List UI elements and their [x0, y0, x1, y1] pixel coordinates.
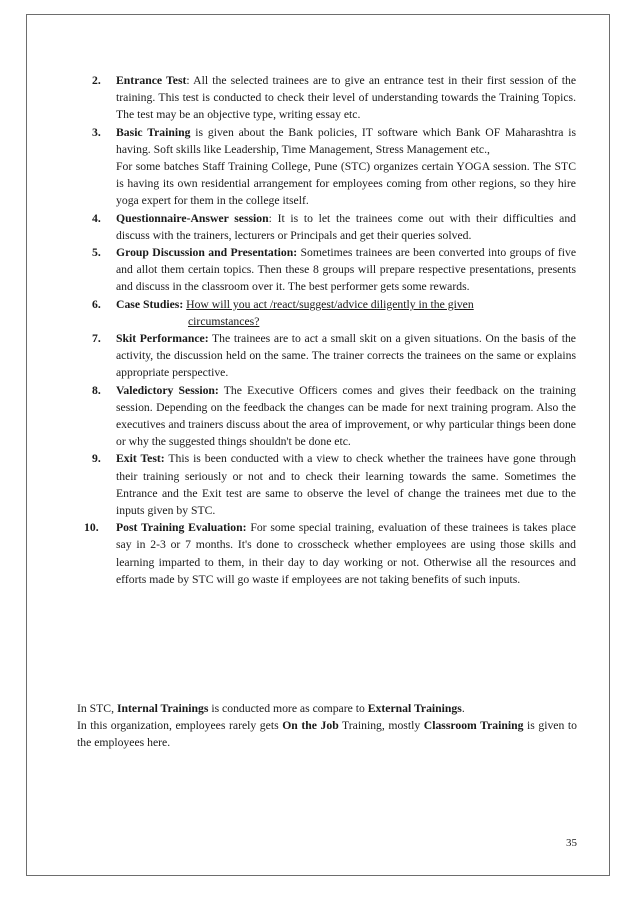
list-item: [0, 382, 638, 451]
case-study-question: How will you act /react/suggest/advice diligently in the given: [186, 297, 474, 311]
item-term: Skit Performance:: [116, 332, 209, 346]
item-term: Questionnaire-Answer session: [116, 211, 269, 225]
item-text: For some special training, evaluation of these trainees is takes place say in 2-3 or 7 months. It's done to crosscheck whether employees are using those skills and learning imparted to them, in their day to day working or not. Otherwise all the resources and efforts made by STC will go waste if employees are not taking benefits of such inputs.: [116, 521, 576, 586]
summary-paragraph-classroom: In this organization, employees rarely gets On the Job Training, mostly Classroom Training is given to the employees here.: [77, 719, 577, 750]
page-number: 35: [566, 837, 577, 849]
item-term: Basic Training: [116, 125, 191, 139]
item-term: Valedictory Session:: [116, 383, 219, 397]
item-term: Group Discussion and Presentation:: [116, 246, 298, 260]
item-text: This is been conducted with a view to check whether the trainees have gone through their training seriously or not and to check their learning towards the same. Sometimes the Entrance and the Exit test are same to observe the level of change the trainees met due to the inputs given by STC.: [116, 452, 576, 518]
document-body: [0, 72, 638, 588]
item-term: Post Training Evaluation:: [116, 521, 247, 535]
item-text: All the selected trainees are to give an entrance test in their first session of the training. This test is conducted to check their level of understanding towards the Training Topics. The test may be an objective type, writing essay etc.: [116, 74, 577, 122]
item-number: 9.: [92, 452, 101, 466]
item-text: The trainees are to act a small skit on a given situations. On the basis of the activity, the discussion held on the same. The trainer corrects the trainees on the same or explains appropriate perspective.: [116, 332, 576, 380]
list-item: [0, 296, 638, 330]
item-text: is given about the Bank policies, IT software which Bank OF Maharashtra is having. Soft skills like Leadership, Time Management, Stress Management etc.,: [116, 125, 577, 156]
list-item: [0, 450, 638, 519]
item-number: 6.: [92, 297, 101, 311]
case-study-question-cont: circumstances?: [188, 314, 260, 328]
item-number: 10.: [84, 521, 99, 535]
list-item: [0, 124, 638, 210]
item-number: 5.: [92, 246, 101, 260]
summary-paragraph-internal: In STC, Internal Trainings is conducted more as compare to External Trainings.: [77, 702, 465, 715]
item-text: It is to let the trainees come out with their difficulties and discuss with the trainers, lecturers or Principals and get their queries solved.: [116, 211, 577, 242]
item-term: Case Studies:: [116, 297, 184, 311]
list-item: 4. Questionnaire-Answer session: It is to let the trainees come out with their difficulties and discuss with the trainers, lecturers or Principals and get their queries solved.: [92, 211, 577, 242]
list-item: [0, 244, 638, 296]
item-number: 8.: [92, 383, 101, 397]
list-item: 2. Entrance Test: All the selected trainees are to give an entrance test in their first session of the training. This test is conducted to check their level of understanding towards the Training Topics. The test may be an objective type, writing essay etc.: [92, 74, 577, 122]
list-item: [0, 330, 638, 382]
item-term: Entrance Test: [116, 74, 187, 87]
training-methods-list: [0, 72, 638, 588]
item-term: Exit Test:: [116, 452, 165, 466]
item-number: 4.: [92, 211, 101, 225]
item-number: 3.: [92, 125, 101, 139]
item-text: Sometimes trainees are been converted into groups of five and allot them certain topics. Then these 8 groups will prepare respective presentations, presents and discuss in the classroom over it. The best performer gets some rewards.: [116, 246, 577, 294]
item-extra-text: For some batches Staff Training College, Pune (STC) organizes certain YOGA session. The STC is having its own residential arrangement for employees coming from other regions, so they hire yoga expert for them in the college itself.: [116, 160, 576, 208]
item-number: 7.: [92, 332, 101, 346]
item-text: The Executive Officers comes and gives their feedback on the training session. Depending on the feedback the changes can be made for next training program. Also the executives and trainers discuss about the area of improvement, or why particular things been done or why the suggested things shouldn't be done etc.: [116, 383, 576, 449]
list-item: [0, 519, 638, 588]
item-number: 2.: [92, 74, 101, 87]
